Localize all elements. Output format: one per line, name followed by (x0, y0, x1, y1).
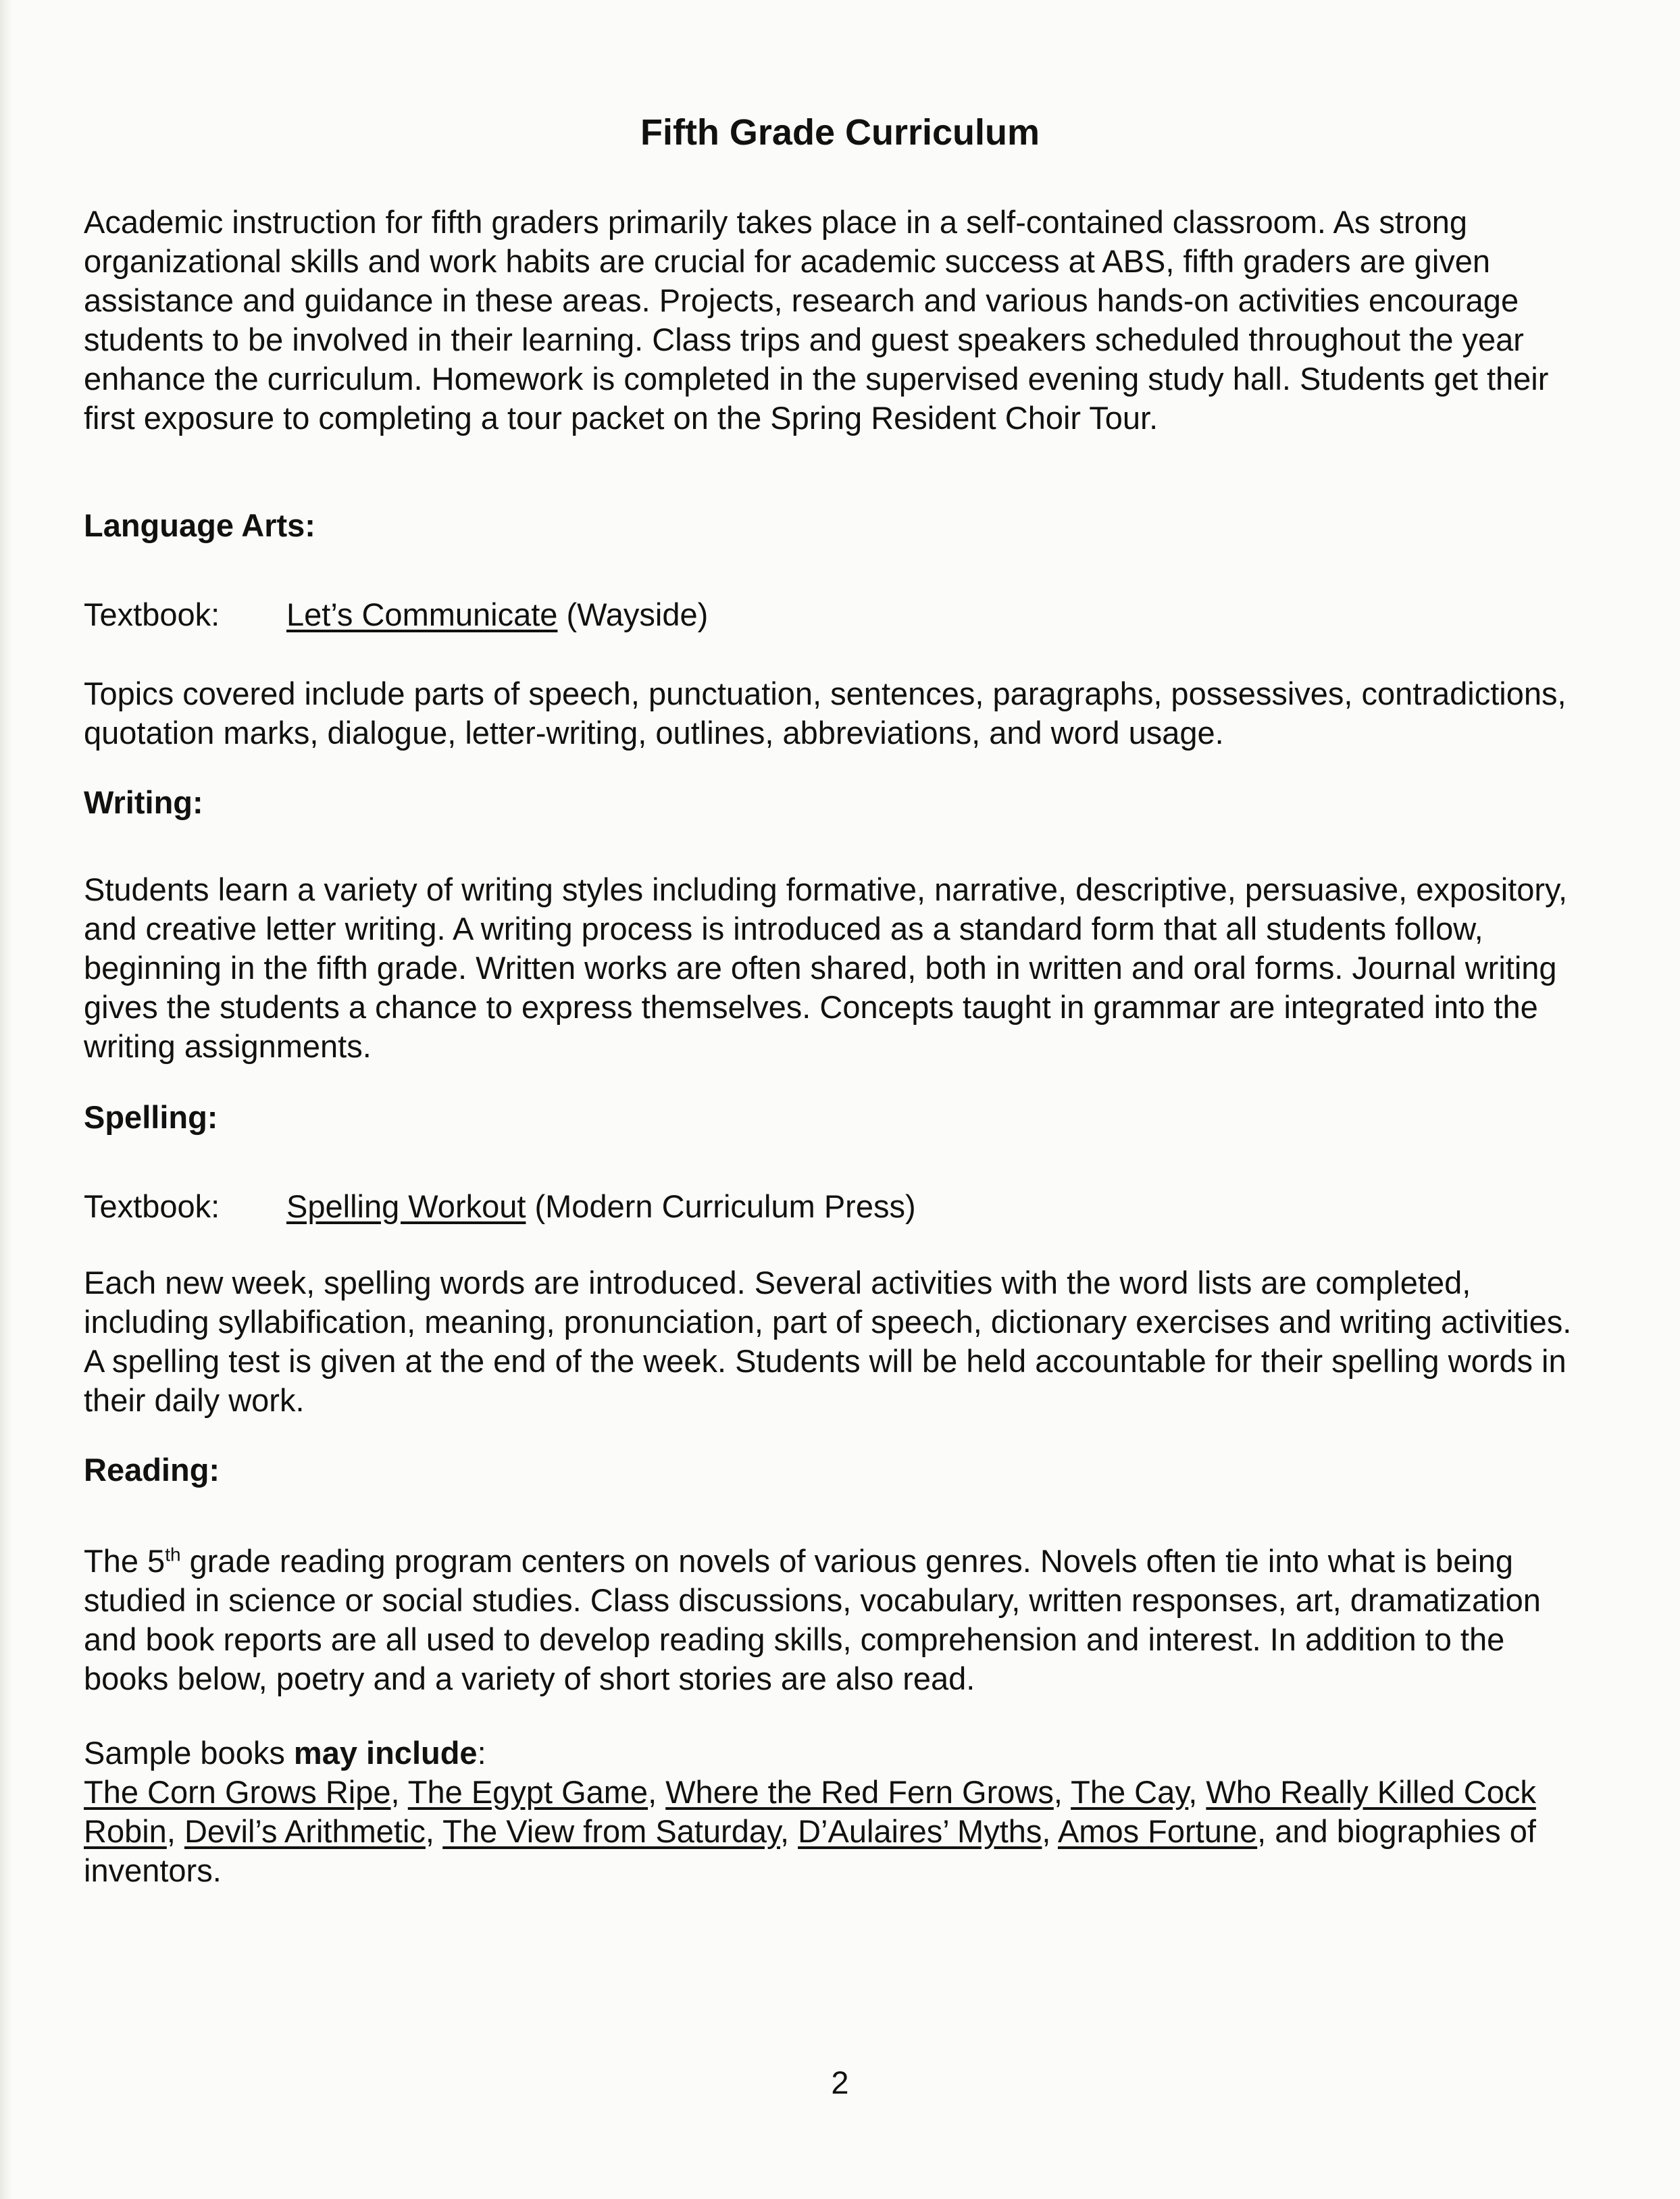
textbook-title: Let’s Communicate (286, 597, 558, 632)
scan-edge (0, 0, 12, 2199)
ordinal-suffix: th (165, 1544, 181, 1565)
book-title: The Cay (1071, 1774, 1189, 1810)
language-arts-textbook (84, 596, 708, 633)
sample-books (84, 1734, 1597, 1890)
textbook-publisher: (Modern Curriculum Press) (526, 1188, 916, 1224)
book-list: The Corn Grows Ripe, The Egypt Game, Where the Red Fern Grows, The Cay, Who Really Killed Cock Robin, Devil’s Arithmetic, The View from Saturday, D’Aulaires’ Myths, Amos Fortune (84, 1774, 1536, 1849)
language-arts-topics: Topics covered include parts of speech, punctuation, sentences, paragraphs, possessives, contradictions, quotation marks, dialogue, letter-writing, outlines, abbreviations, and word usage. (84, 676, 1567, 751)
book-title: Who Really Killed Cock Robin (84, 1774, 1536, 1849)
book-title: The Corn Grows Ripe (84, 1774, 391, 1810)
intro-paragraph: Academic instruction for fifth graders primarily takes place in a self-contained classroom. As strong organizational skills and work habits are crucial for academic success at ABS, fifth graders are given assistance and guidance in these areas. Projects, research and various hands-on activities encourage students to be involved in their learning. Class trips and guest speakers scheduled throughout the year enhance the curriculum. Homework is completed in the supervised evening study hall. Students get their first exposure to completing a tour packet on the Spring Resident Choir Tour. (84, 204, 1549, 436)
book-title: The View from Saturday (442, 1813, 780, 1849)
book-title: Devil’s Arithmetic (184, 1813, 426, 1849)
book-title: Amos Fortune (1057, 1813, 1258, 1849)
writing-heading: Writing: (84, 784, 203, 820)
book-title: D’Aulaires’ Myths (798, 1813, 1042, 1849)
sample-books-emphasis: may include (293, 1735, 478, 1771)
spelling-textbook (84, 1188, 916, 1225)
book-title: Where the Red Fern Grows (665, 1774, 1054, 1810)
textbook-label: Textbook: (84, 1188, 220, 1224)
language-arts-heading: Language Arts: (84, 507, 315, 543)
reading-paragraph (84, 1542, 1597, 1698)
sample-books-prefix: Sample books (84, 1735, 294, 1771)
spelling-heading: Spelling: (84, 1099, 218, 1135)
reading-text-rest: grade reading program centers on novels of various genres. Novels often tie into what is being studied in science or social studies. Class discussions, vocabulary, written responses, art, dramatization and book reports are all used to develop reading skills, comprehension and interest. In addition to the books below, poetry and a variety of short stories are also read. (84, 1543, 1541, 1696)
book-list-suffix: , and biographies of inventors. (84, 1813, 1536, 1888)
page-number: 2 (831, 2065, 849, 2100)
book-title: The Egypt Game (407, 1774, 648, 1810)
writing-paragraph: Students learn a variety of writing styles including formative, narrative, descriptive, persuasive, expository, and creative letter writing. A writing process is introduced as a standard form that all students follow, beginning in the fifth grade. Written works are often shared, both in written and oral forms. Journal writing gives the students a chance to express themselves. Concepts taught in grammar are integrated into the writing assignments. (84, 871, 1568, 1064)
textbook-label: Textbook: (84, 597, 220, 632)
reading-heading: Reading: (84, 1452, 220, 1488)
sample-books-colon: : (477, 1735, 486, 1771)
page-title: Fifth Grade Curriculum (640, 112, 1040, 153)
spelling-paragraph: Each new week, spelling words are introduced. Several activities with the word lists are completed, including syllabification, meaning, pronunciation, part of speech, dictionary exercises and writing activities. A spelling test is given at the end of the week. Students will be held accountable for their spelling words in their daily work. (84, 1265, 1572, 1418)
textbook-title: Spelling Workout (286, 1188, 526, 1224)
textbook-publisher: (Wayside) (557, 597, 709, 632)
reading-text-start: The 5 (84, 1543, 166, 1579)
